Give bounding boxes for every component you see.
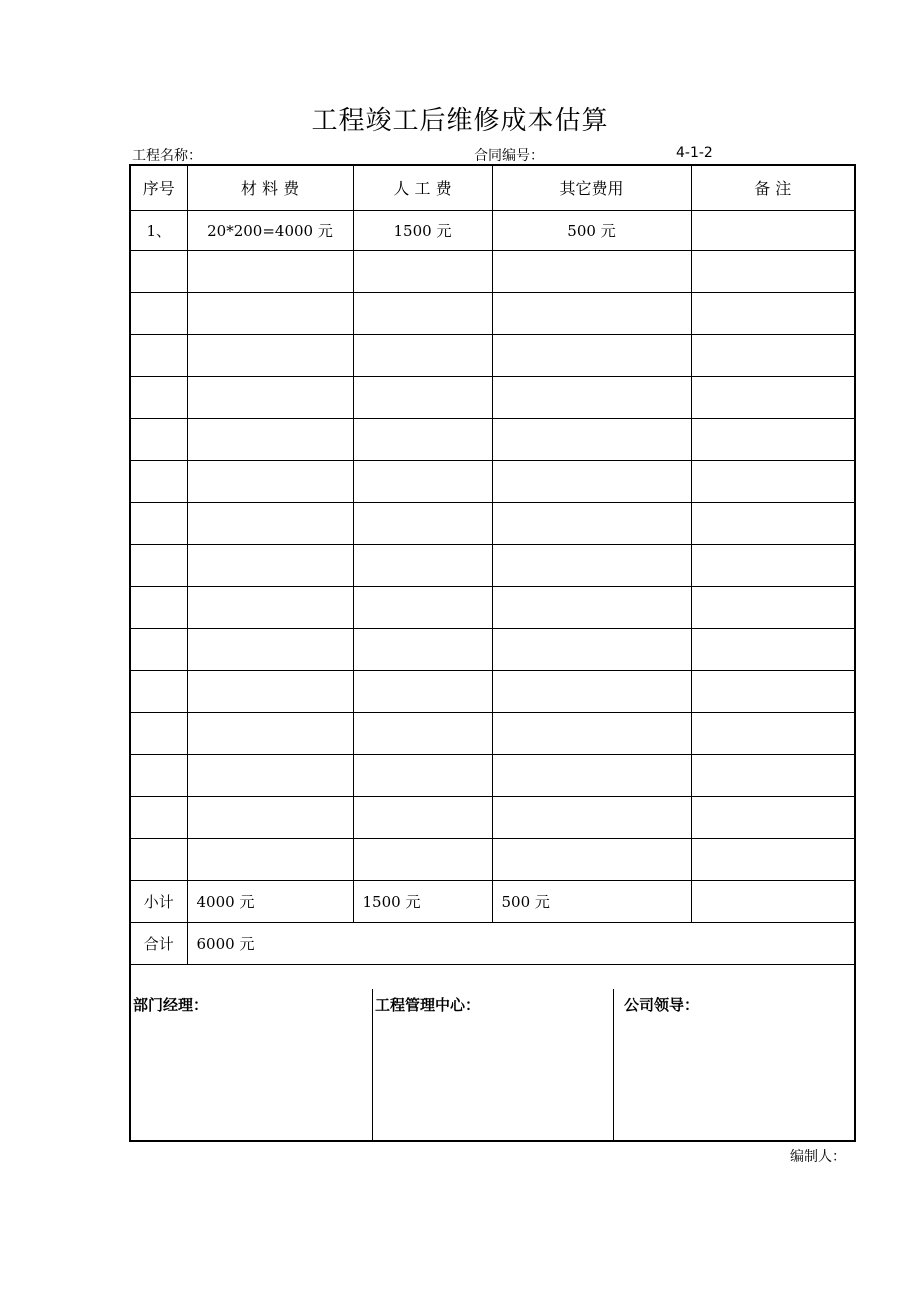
- cell-empty: [691, 292, 854, 334]
- form-code: 4-1-2: [676, 145, 713, 161]
- cell-empty: [353, 544, 492, 586]
- table-row: [131, 210, 854, 250]
- cell-empty: [187, 460, 353, 502]
- table-row: [131, 502, 854, 544]
- cell-empty: [353, 586, 492, 628]
- cell-empty: [131, 838, 187, 880]
- cell-empty: [492, 712, 691, 754]
- dept-manager-signature: [131, 989, 372, 1140]
- subtotal-labor: 1500 元: [353, 880, 492, 922]
- cell-empty: [187, 502, 353, 544]
- cell-empty: [353, 502, 492, 544]
- cell-empty: [187, 586, 353, 628]
- col-header-remark: 备 注: [691, 166, 854, 210]
- cell-empty: [492, 334, 691, 376]
- subtotal-row: [131, 880, 854, 922]
- cell-empty: [131, 250, 187, 292]
- cell-empty: [131, 754, 187, 796]
- company-leader-signature: [613, 989, 854, 1140]
- cell-material: 20*200=4000 元: [187, 210, 353, 250]
- cell-empty: [492, 754, 691, 796]
- cell-empty: [691, 544, 854, 586]
- subtotal-remark: [691, 880, 854, 922]
- cell-empty: [187, 544, 353, 586]
- cell-empty: [187, 292, 353, 334]
- cell-empty: [691, 334, 854, 376]
- table-row: [131, 418, 854, 460]
- cell-empty: [131, 292, 187, 334]
- cell-empty: [492, 796, 691, 838]
- cell-empty: [492, 376, 691, 418]
- cell-empty: [492, 292, 691, 334]
- table-row: [131, 250, 854, 292]
- cell-empty: [353, 754, 492, 796]
- company-leader-label: 公司领导：: [624, 996, 700, 1014]
- cell-empty: [691, 838, 854, 880]
- col-header-other: 其它费用: [492, 166, 691, 210]
- project-name-label: 工程名称：: [132, 148, 202, 164]
- cell-empty: [187, 418, 353, 460]
- cell-empty: [353, 670, 492, 712]
- cell-empty: [492, 628, 691, 670]
- total-label: 合计: [131, 922, 187, 964]
- cell-empty: [131, 376, 187, 418]
- cell-empty: [492, 670, 691, 712]
- cell-empty: [353, 838, 492, 880]
- cell-empty: [492, 460, 691, 502]
- cell-empty: [187, 838, 353, 880]
- col-header-seq: 序号: [131, 166, 187, 210]
- cell-empty: [691, 754, 854, 796]
- engineering-center-signature: [372, 989, 613, 1140]
- page-title: 工程竣工后维修成本估算: [311, 106, 609, 136]
- cell-empty: [353, 334, 492, 376]
- cell-empty: [131, 334, 187, 376]
- cell-empty: [187, 670, 353, 712]
- cell-empty: [131, 502, 187, 544]
- cell-empty: [492, 418, 691, 460]
- cell-empty: [353, 628, 492, 670]
- cell-empty: [492, 544, 691, 586]
- cell-empty: [187, 628, 353, 670]
- table-row: [131, 292, 854, 334]
- dept-manager-label: 部门经理：: [133, 996, 209, 1014]
- cell-empty: [131, 460, 187, 502]
- table-row: [131, 376, 854, 418]
- table-row: [131, 838, 854, 880]
- table-row: [131, 754, 854, 796]
- cell-empty: [691, 670, 854, 712]
- subtotal-label: 小计: [131, 880, 187, 922]
- table-row: [131, 334, 854, 376]
- table-row: [131, 670, 854, 712]
- cell-empty: [691, 628, 854, 670]
- cell-empty: [131, 796, 187, 838]
- cell-empty: [691, 418, 854, 460]
- cell-empty: [187, 376, 353, 418]
- table-header-row: [131, 166, 854, 210]
- cell-empty: [131, 670, 187, 712]
- cell-empty: [131, 712, 187, 754]
- cell-empty: [187, 712, 353, 754]
- table-row: [131, 460, 854, 502]
- subtotal-other: 500 元: [492, 880, 691, 922]
- total-row: [131, 922, 854, 964]
- cell-empty: [353, 250, 492, 292]
- table-row: [131, 712, 854, 754]
- cell-empty: [353, 712, 492, 754]
- cell-labor: 1500 元: [353, 210, 492, 250]
- cell-empty: [492, 250, 691, 292]
- cell-empty: [131, 418, 187, 460]
- cell-empty: [353, 292, 492, 334]
- cell-empty: [187, 754, 353, 796]
- cell-empty: [187, 250, 353, 292]
- cell-other: 500 元: [492, 210, 691, 250]
- cell-empty: [353, 460, 492, 502]
- total-value: 6000 元: [187, 922, 854, 964]
- cell-empty: [187, 334, 353, 376]
- cost-table: [131, 166, 854, 965]
- table-row: [131, 586, 854, 628]
- cell-empty: [691, 250, 854, 292]
- signature-section: [131, 989, 854, 1140]
- col-header-material: 材 料 费: [187, 166, 353, 210]
- editor-label: 编制人：: [790, 1149, 846, 1165]
- cell-empty: [691, 712, 854, 754]
- table-row: [131, 628, 854, 670]
- subtotal-material: 4000 元: [187, 880, 353, 922]
- cell-empty: [131, 544, 187, 586]
- col-header-labor: 人 工 费: [353, 166, 492, 210]
- cell-empty: [131, 628, 187, 670]
- cell-empty: [691, 586, 854, 628]
- cell-empty: [691, 376, 854, 418]
- cell-empty: [691, 796, 854, 838]
- cell-empty: [691, 502, 854, 544]
- table-row: [131, 796, 854, 838]
- cell-empty: [353, 796, 492, 838]
- cell-empty: [492, 838, 691, 880]
- table-row: [131, 544, 854, 586]
- cell-empty: [691, 460, 854, 502]
- cell-empty: [353, 376, 492, 418]
- cell-empty: [492, 502, 691, 544]
- cell-seq: 1、: [131, 210, 187, 250]
- engineering-center-label: 工程管理中心：: [375, 996, 481, 1014]
- cell-empty: [131, 586, 187, 628]
- cell-empty: [353, 418, 492, 460]
- cell-empty: [187, 796, 353, 838]
- contract-no-label: 合同编号：: [474, 148, 544, 164]
- cell-empty: [492, 586, 691, 628]
- cell-remark: [691, 210, 854, 250]
